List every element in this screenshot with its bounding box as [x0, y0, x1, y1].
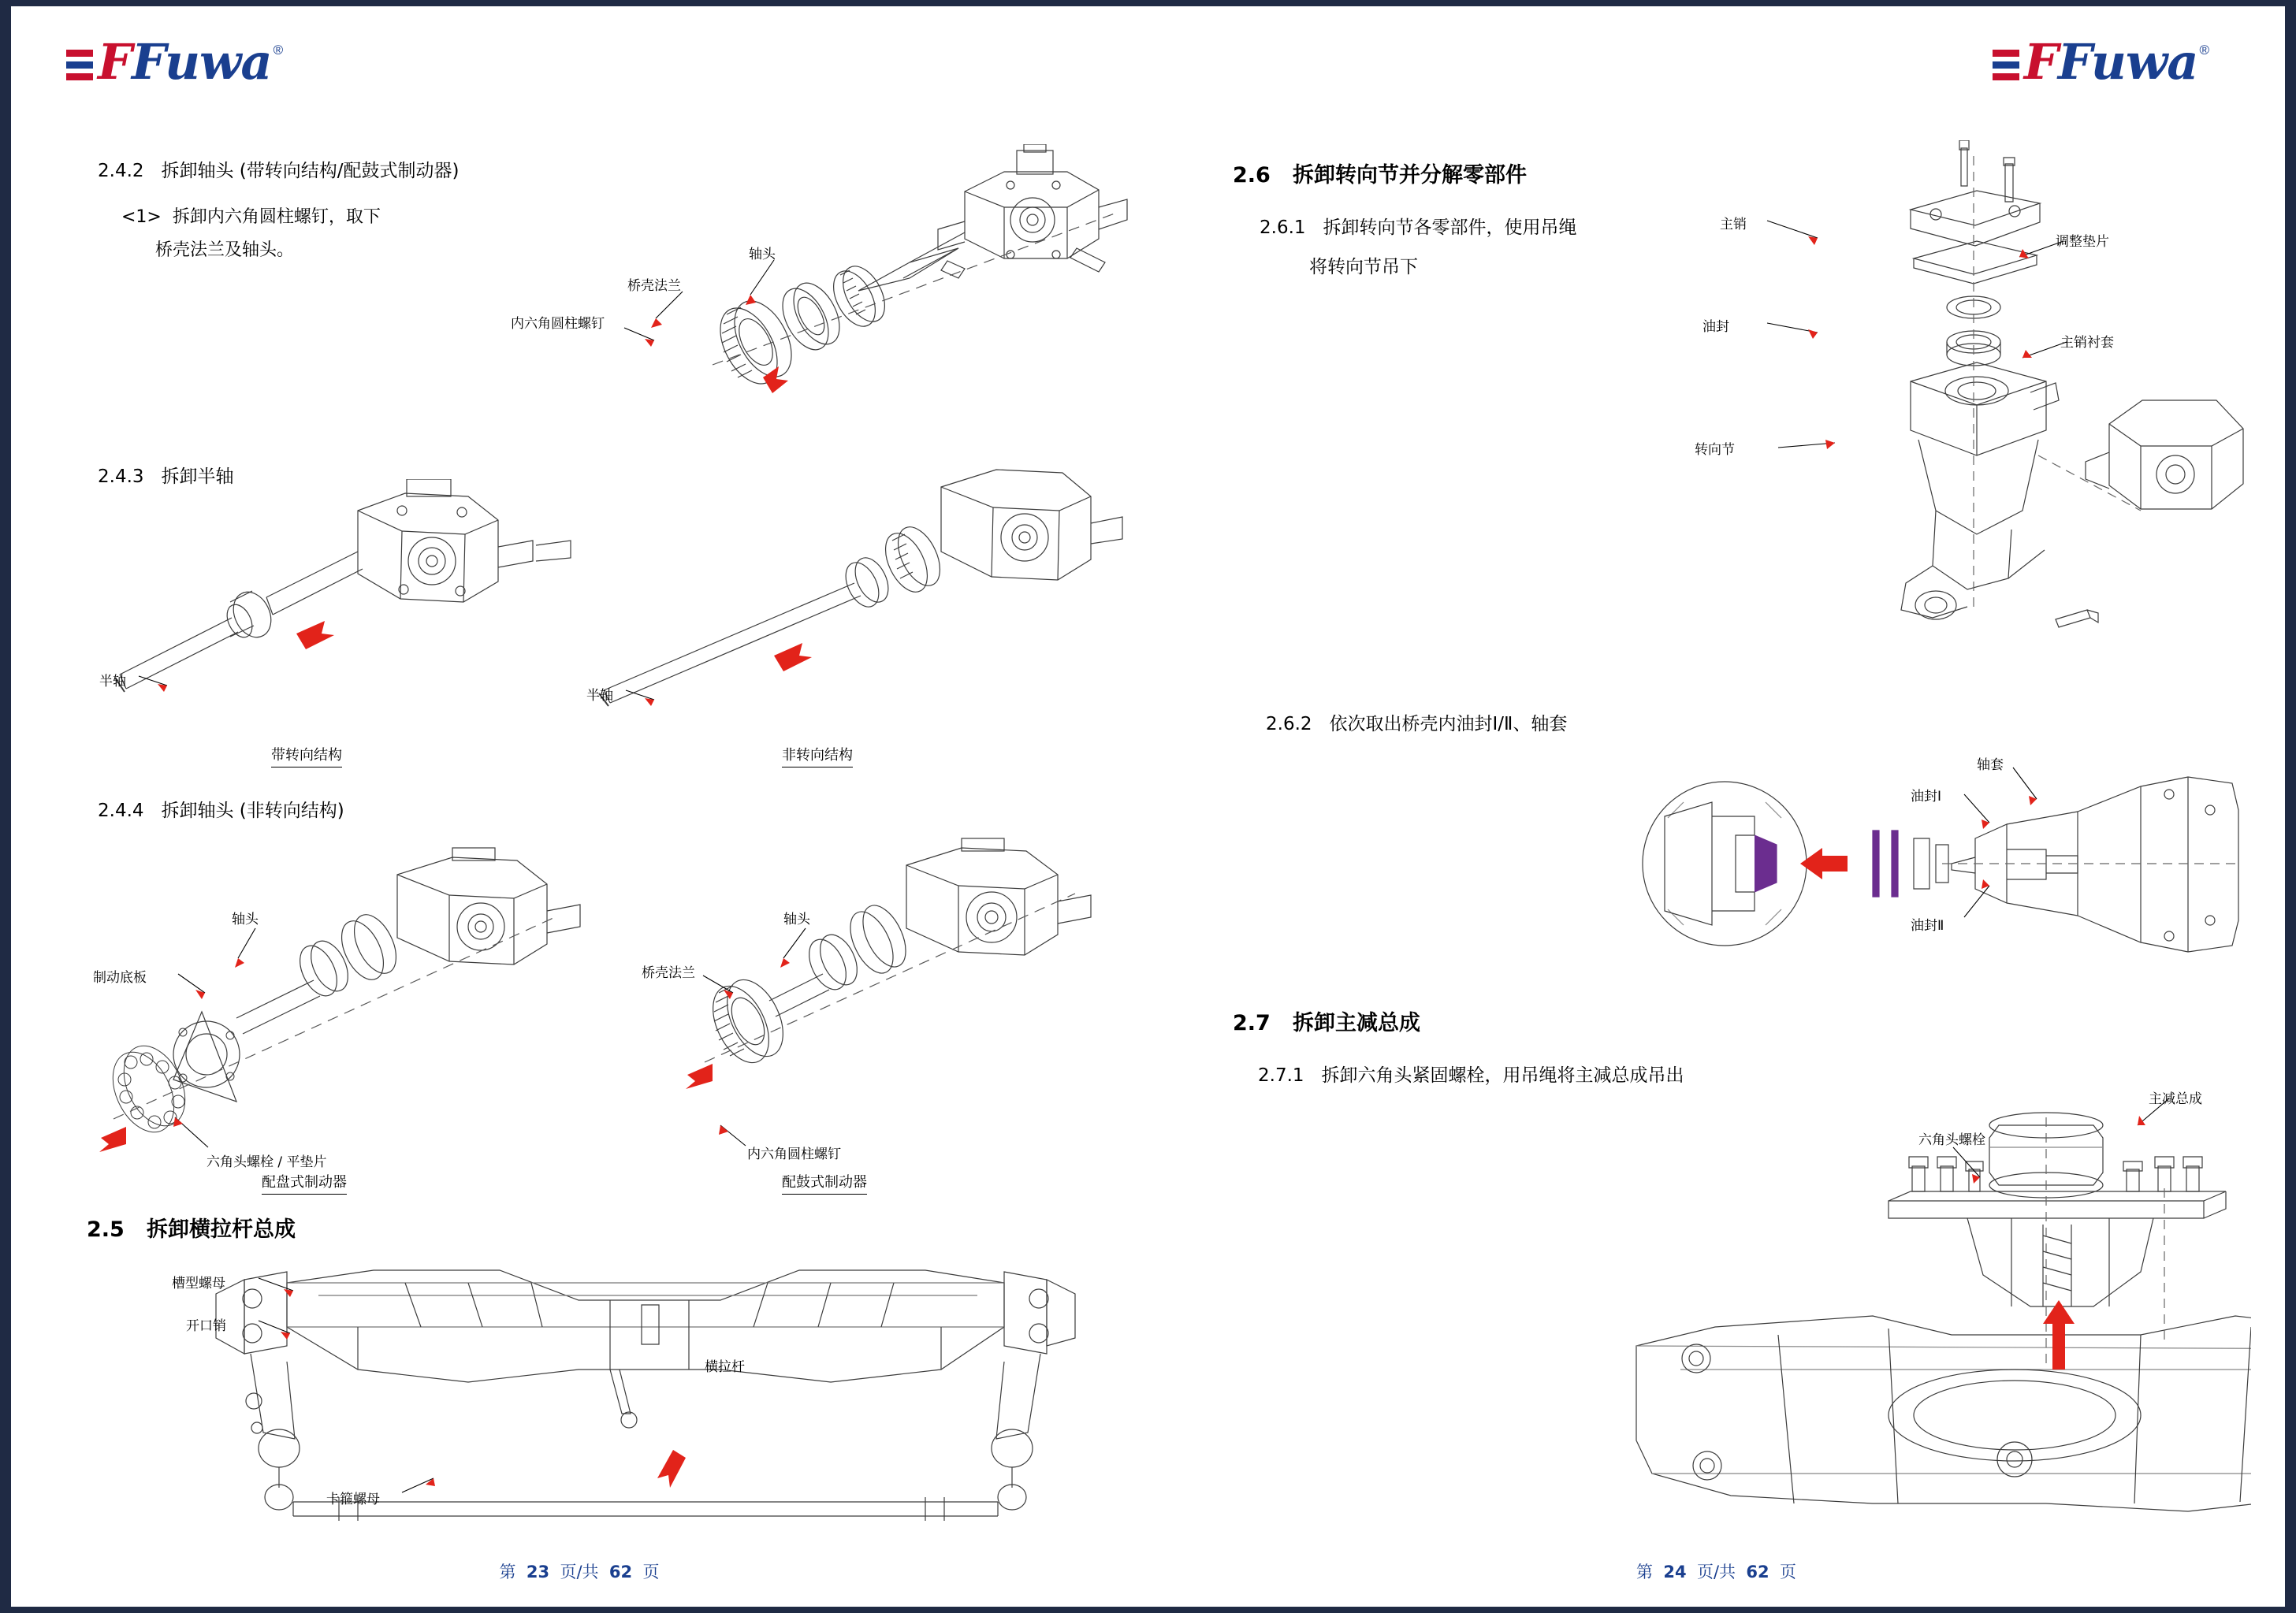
caption-244-drum-brake: 配鼓式制动器: [782, 1171, 867, 1195]
footer-suffix-right: 页: [1779, 1563, 1796, 1581]
heading-2-7-title: 拆卸主减总成: [1293, 1011, 1421, 1035]
footer-total-pages-left: 62: [608, 1563, 633, 1581]
step-2-4-2-line2: 桥壳法兰及轴头。: [155, 240, 295, 260]
footer-total-pages-right: 62: [1746, 1563, 1769, 1581]
label-262-seal-2: 油封Ⅱ: [1911, 918, 1944, 934]
heading-2-4-2-number: 2.4.2: [98, 161, 144, 181]
label-25-cotter-pin: 开口销: [186, 1318, 226, 1334]
heading-2-6-1-number: 2.6.1: [1260, 217, 1306, 238]
heading-2-5: [87, 1212, 296, 1243]
label-262-bush: 轴套: [1977, 757, 2004, 773]
logo-stripes-icon-right: [1993, 38, 2019, 88]
page-border-top: [0, 0, 2296, 6]
heading-2-7: [1233, 1005, 1420, 1036]
heading-2-5-number: 2.5: [87, 1217, 125, 1242]
heading-2-4-4-title: 拆卸轴头 (非转向结构): [161, 801, 344, 821]
heading-2-6-1: [1260, 213, 1576, 239]
label-242-hub: 轴头: [749, 247, 776, 262]
label-243-halfshaft-left: 半轴: [99, 674, 126, 689]
footer-left: [11, 1559, 1148, 1583]
heading-2-6-number: 2.6: [1233, 163, 1271, 188]
heading-2-6-1-title: 拆卸转向节各零部件，使用吊绳: [1323, 217, 1577, 238]
label-25-clamp-nut: 卡箍螺母: [326, 1492, 380, 1507]
label-244-socket-screw-right: 内六角圆柱螺钉: [747, 1147, 841, 1162]
label-25-tie-rod: 横拉杆: [705, 1359, 745, 1375]
label-243-left-leader: [131, 662, 194, 709]
heading-2-7-number: 2.7: [1233, 1011, 1271, 1035]
label-243-halfshaft-right: 半轴: [586, 688, 613, 704]
heading-2-7-1: [1258, 1061, 1684, 1087]
page-border-right: [2285, 0, 2296, 1613]
step-marker-label: <1>: [121, 207, 162, 227]
label-244-brake-plate: 制动底板: [93, 970, 147, 986]
footer-page-number-right: 24: [1663, 1563, 1687, 1581]
footer-page-number-left: 23: [526, 1563, 550, 1581]
figure-2-6-2-leaders: [1896, 747, 2133, 936]
heading-2-4-4-number: 2.4.4: [98, 801, 144, 821]
label-244-hex-bolt-washer: 六角头螺栓 / 平垫片: [207, 1154, 327, 1170]
heading-2-6: [1233, 158, 1527, 188]
label-262-seal-1: 油封Ⅰ: [1911, 789, 1942, 805]
footer-middle-left: 页/共: [560, 1563, 599, 1581]
footer-suffix-left: 页: [642, 1563, 660, 1581]
left-page: [11, 6, 1148, 1607]
figure-2-7-1-leaders: [1904, 1078, 2235, 1236]
page-border-bottom: [0, 1607, 2296, 1613]
label-261-kingpin-bush: 主销衬套: [2060, 335, 2114, 351]
fuwa-logo-left: [66, 33, 284, 98]
label-243-right-leader: [618, 676, 681, 723]
logo-registered-mark-right: ®: [2199, 43, 2209, 58]
step-2-4-2-line1: 拆卸内六角圆柱螺钉，取下: [172, 207, 381, 227]
caption-243-with-steering: 带转向结构: [271, 744, 342, 767]
label-261-kingpin: 主销: [1720, 217, 1747, 232]
logo-stripes-icon: [66, 38, 93, 88]
right-page: [1148, 6, 2285, 1607]
step-2-4-2-marker: [121, 203, 381, 228]
heading-2-7-1-number: 2.7.1: [1258, 1065, 1304, 1086]
label-242-bolt: 内六角圆柱螺钉: [511, 316, 605, 332]
label-244-flange-right: 桥壳法兰: [642, 965, 695, 981]
logo-brand-name-right: Fuwa: [2057, 33, 2198, 91]
label-244-hub-right: 轴头: [783, 912, 810, 927]
label-261-knuckle: 转向节: [1695, 442, 1735, 458]
label-271-main-reducer: 主减总成: [2149, 1091, 2202, 1107]
heading-2-4-3-title: 拆卸半轴: [161, 466, 234, 487]
figure-2-4-4-left-leaders: [90, 920, 421, 1173]
heading-2-6-title: 拆卸转向节并分解零部件: [1293, 163, 1528, 188]
heading-2-6-2-number: 2.6.2: [1266, 714, 1312, 734]
label-244-hub-left: 轴头: [232, 912, 259, 927]
label-261-seal: 油封: [1702, 319, 1729, 335]
heading-2-7-1-title: 拆卸六角头紧固螺栓，用吊绳将主减总成吊出: [1321, 1065, 1684, 1086]
footer-right: [1148, 1559, 2285, 1583]
heading-2-6-2-title: 依次取出桥壳内油封Ⅰ/Ⅱ、轴套: [1329, 714, 1568, 734]
label-242-flange: 桥壳法兰: [627, 278, 681, 294]
fuwa-logo-right: [1993, 33, 2209, 98]
heading-2-4-2-title: 拆卸轴头 (带转向结构/配鼓式制动器): [161, 161, 460, 181]
figure-2-5-leaders: [166, 1264, 938, 1508]
label-261-shim: 调整垫片: [2056, 234, 2109, 250]
figure-2-4-4-right-leaders: [626, 919, 957, 1171]
heading-2-4-3-number: 2.4.3: [98, 466, 144, 487]
heading-2-4-4: [98, 796, 344, 822]
caption-244-disc-brake: 配盘式制动器: [262, 1171, 347, 1195]
heading-2-5-title: 拆卸横拉杆总成: [147, 1217, 296, 1242]
figure-2-6-1-leaders: [1691, 203, 2117, 471]
label-271-hex-bolt: 六角头螺栓: [1918, 1132, 1985, 1148]
logo-brand-name: Fuwa: [132, 33, 272, 91]
heading-2-4-2: [98, 156, 459, 182]
figure-2-4-2-leaders: [484, 243, 815, 353]
label-25-slotted-nut: 槽型螺母: [172, 1276, 225, 1292]
logo-registered-mark: ®: [273, 43, 284, 58]
logo-wordmark: FFuwa: [98, 33, 272, 91]
footer-middle-right: 页/共: [1696, 1563, 1736, 1581]
caption-243-non-steering: 非转向结构: [782, 744, 853, 767]
footer-prefix-left: 第: [499, 1563, 516, 1581]
heading-2-6-1-cont: 将转向节吊下: [1309, 257, 1418, 277]
heading-2-6-2: [1266, 709, 1567, 735]
page-border-left: [0, 0, 11, 1613]
footer-prefix-right: 第: [1636, 1563, 1653, 1581]
logo-wordmark-right: FFuwa: [2023, 33, 2198, 91]
